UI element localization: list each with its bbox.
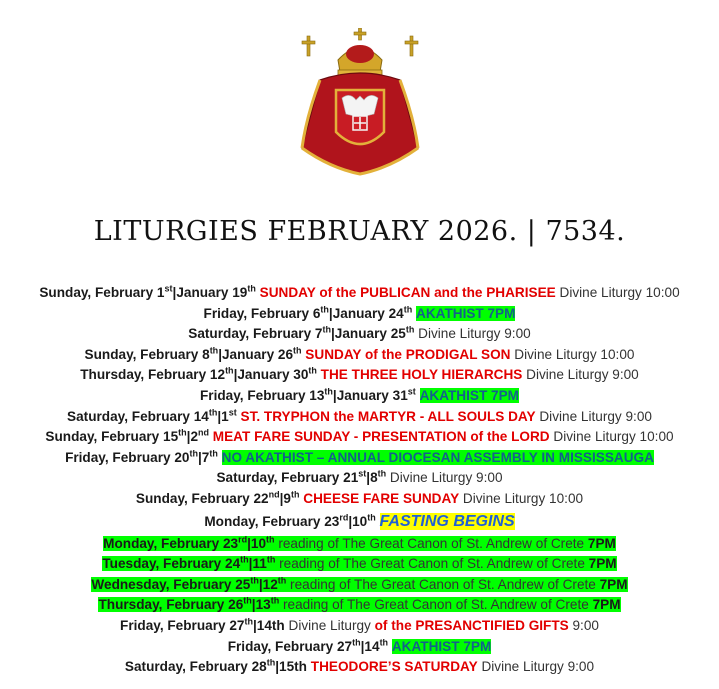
schedule-row: Thursday, February 26th|13th reading of The Great Canon of St. Andrew of Crete 7PM (98, 595, 621, 613)
schedule-row: Friday, February 13th|January 31st AKATHIST 7PM (200, 386, 519, 403)
schedule-row: Sunday, February 8th|January 26th SUNDAY of the PRODIGAL SON Divine Liturgy 10:00 (84, 345, 635, 362)
fasting-badge: FASTING BEGINS (379, 512, 515, 530)
schedule-row: Sunday, February 22nd|9th CHEESE FARE SUNDAY Divine Liturgy 10:00 (135, 489, 584, 506)
page-title: LITURGIES FEBRUARY 2026. | 7534. (93, 216, 626, 247)
notice-badge: NO AKATHIST – ANNUAL DIOCESAN ASSEMBLY IN MISSISSAUGA (221, 449, 654, 465)
schedule-row: Thursday, February 12th|January 30th THE THREE HOLY HIERARCHS Divine Liturgy 9:00 (80, 365, 639, 383)
akathist-badge: AKATHIST 7PM (419, 387, 519, 403)
akathist-badge: AKATHIST 7PM (416, 305, 516, 321)
akathist-badge: AKATHIST 7PM (391, 638, 492, 654)
schedule-row: Friday, February 27th|14th Divine Liturgy of the PRESANCTIFIED GIFTS 9:00 (120, 616, 599, 633)
schedule-row: Saturday, February 7th|January 25th Divine Liturgy 9:00 (188, 324, 531, 342)
schedule-row: Friday, February 20th|7th NO AKATHIST – ANNUAL DIOCESAN ASSEMBLY IN MISSISSAUGA (65, 448, 654, 465)
schedule-row: Friday, February 6th|January 24th AKATHIST 7PM (203, 304, 516, 321)
schedule-row: Saturday, February 28th|15th THEODORE’S SATURDAY Divine Liturgy 9:00 (124, 657, 595, 675)
schedule-row: Sunday, February 1st|January 19th SUNDAY of the PUBLICAN and the PHARISEE Divine Liturgy 10:00 (39, 283, 680, 300)
church-crest-logo (290, 28, 430, 178)
schedule-row: Monday, February 23rd|10th FASTING BEGINS (204, 512, 515, 530)
liturgy-schedule (0, 283, 719, 678)
schedule-row: Saturday, February 21st|8th Divine Liturgy 9:00 (216, 468, 503, 486)
schedule-row: Wednesday, February 25th|12th reading of The Great Canon of St. Andrew of Crete 7PM (91, 575, 628, 592)
schedule-row: Saturday, February 14th|1st ST. TRYPHON the MARTYR - ALL SOULS DAY Divine Liturgy 9:00 (67, 407, 652, 424)
schedule-row: Friday, February 27th|14th AKATHIST 7PM (227, 636, 492, 654)
schedule-row: Monday, February 23rd|10th reading of The Great Canon of St. Andrew of Crete 7PM (103, 534, 616, 551)
schedule-row: Sunday, February 15th|2nd MEAT FARE SUNDAY - PRESENTATION of the LORD Divine Liturgy 10:00 (45, 427, 674, 445)
schedule-row: Tuesday, February 24th|11th reading of The Great Canon of St. Andrew of Crete 7PM (102, 554, 617, 572)
